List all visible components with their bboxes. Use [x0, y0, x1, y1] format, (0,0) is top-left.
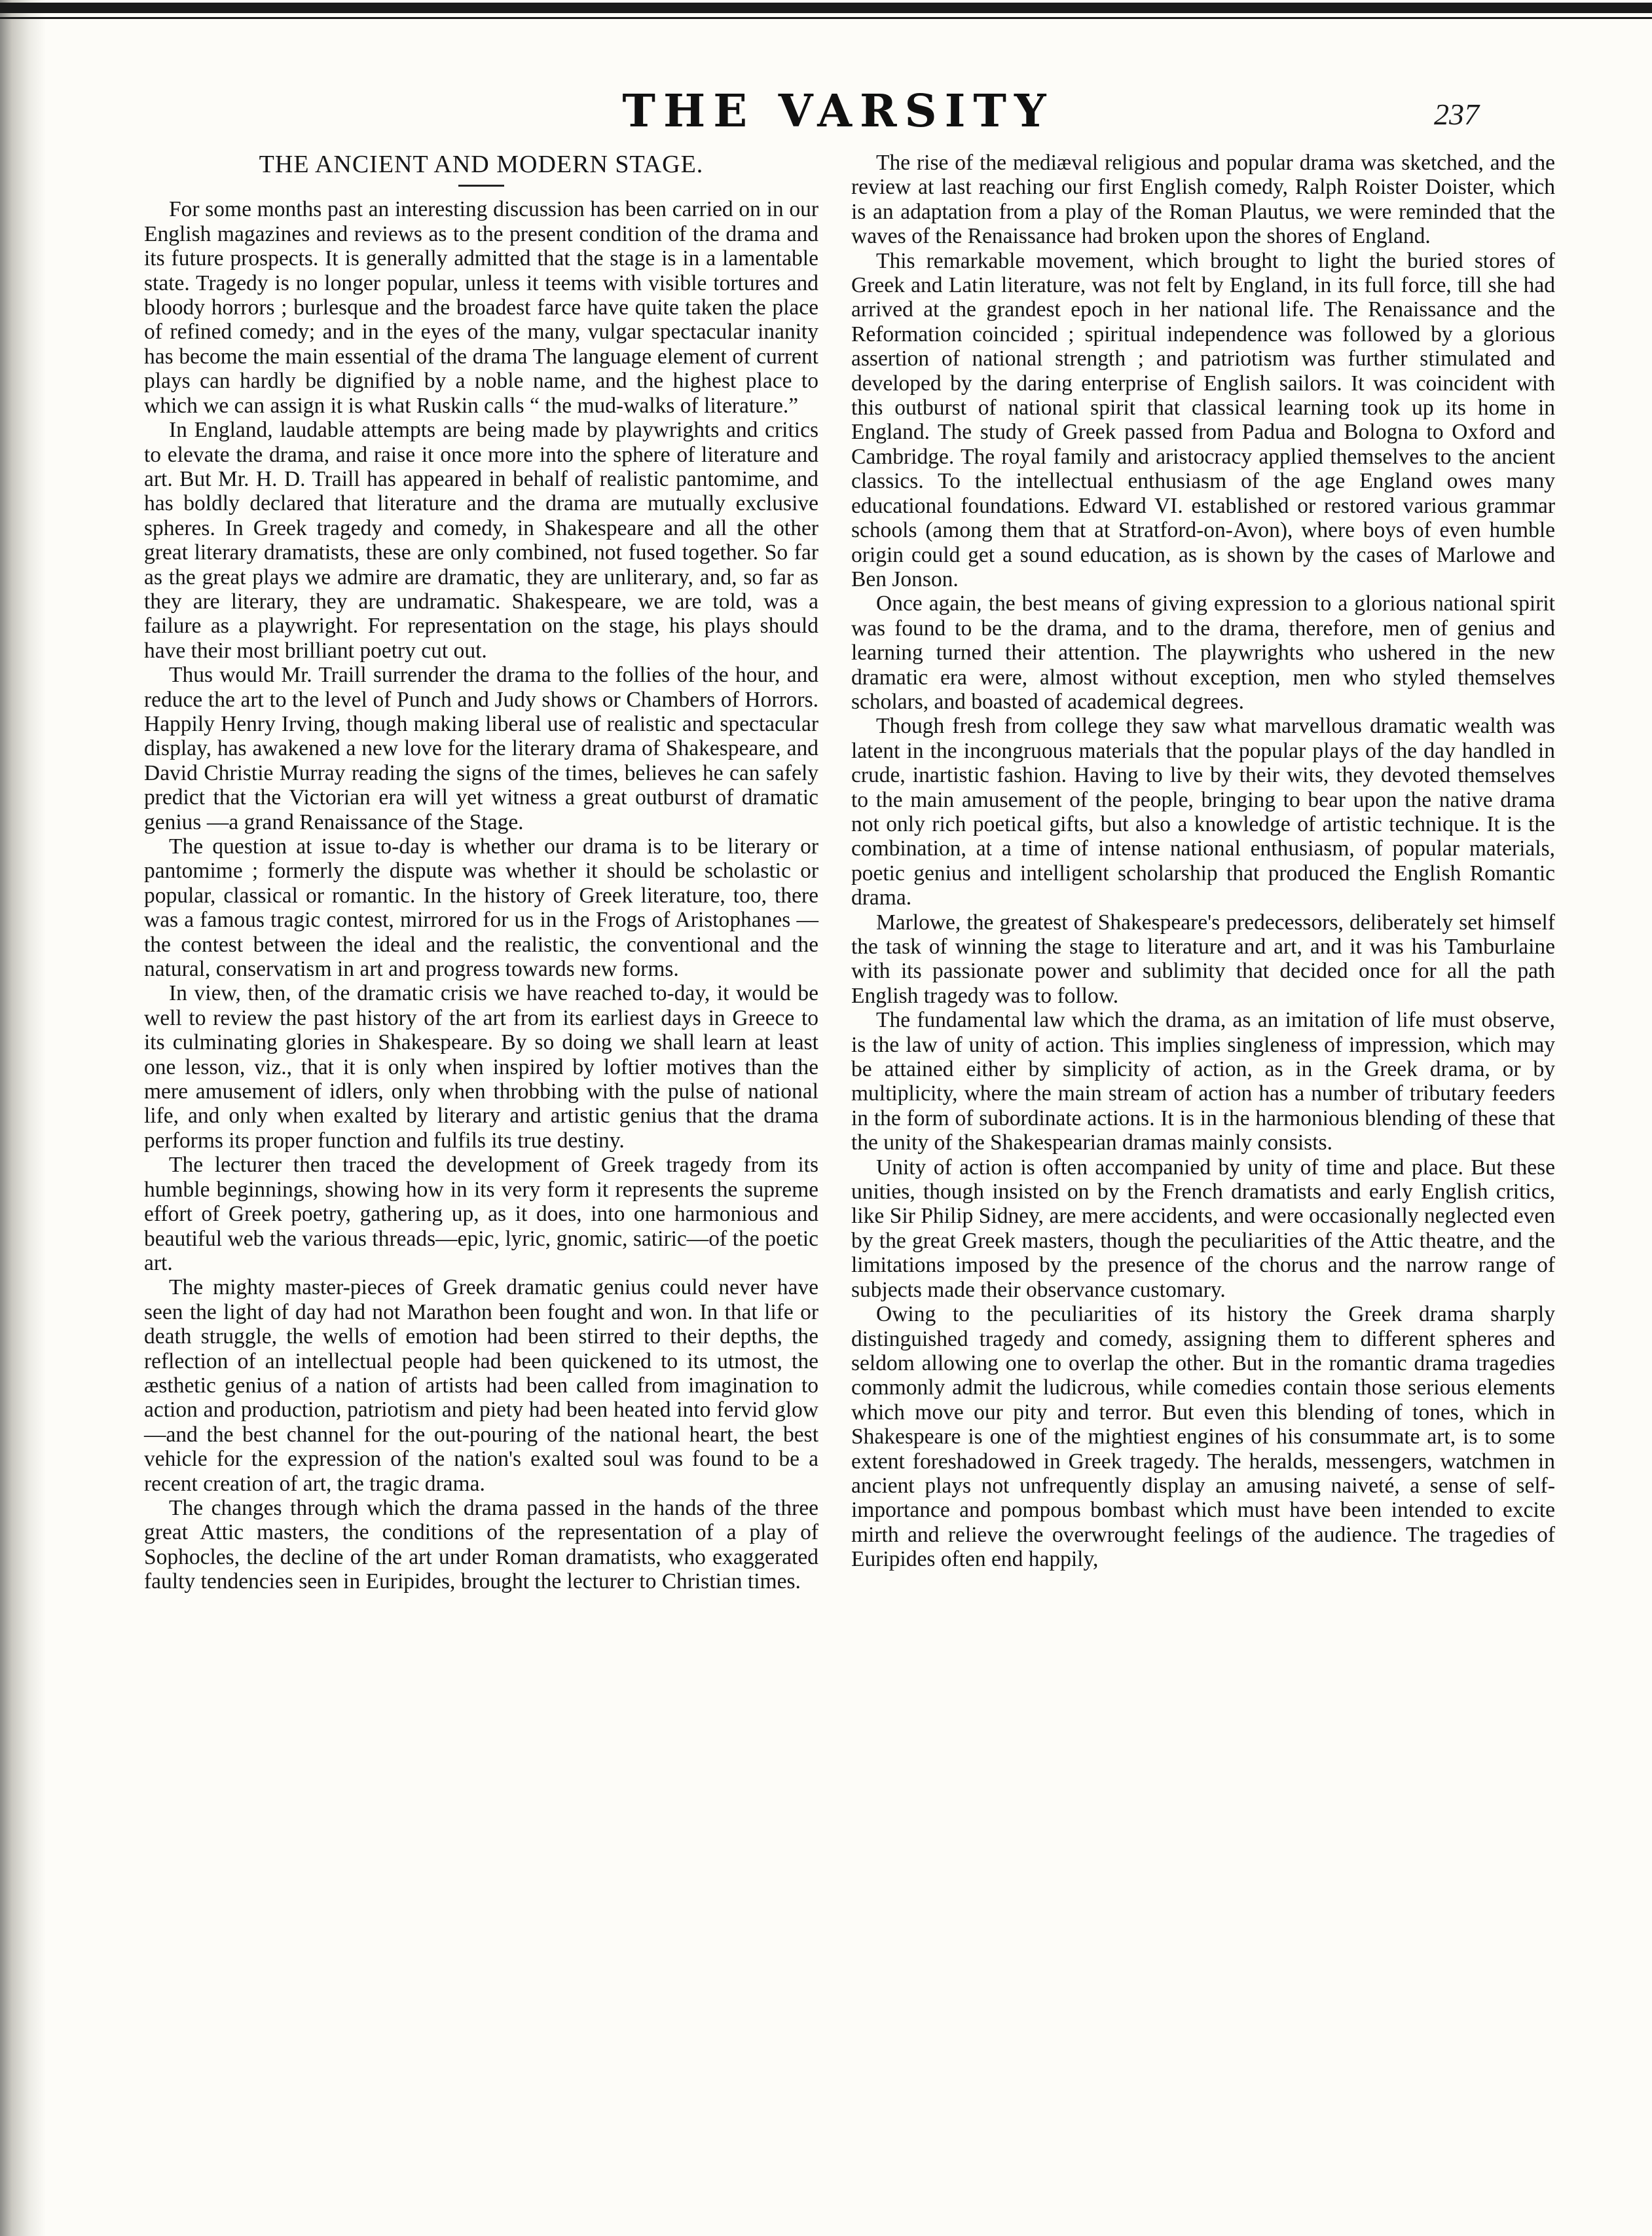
- paragraph: Though fresh from college they saw what marvellous dramatic wealth was latent in the incongruous materials that the popular plays of the day handled in crude, inartistic fashion. Having to live by their wits, they devoted themselves to the main amusement of the people, bringing to bear upon the native drama not only rich poetical gifts, but also a knowledge of artistic technique. It is the combination, at a time of intense national enthusiasm, of popular materials, poetic genius and intelligent scholarship that produced the English Romantic drama.: [851, 714, 1555, 910]
- paragraph: In view, then, of the dramatic crisis we have reached to-day, it would be well to review the past history of the art from its earliest days in Greece to its culminating glories in Shakespeare. By so doing we shall learn at least one lesson, viz., that it is only when inspired by loftier motives than the mere amusement of idlers, only when throbbing with the pulse of national life, and only when exalted by literary and artistic genius that the drama performs its proper function and fulfils its true destiny.: [144, 981, 818, 1153]
- left-column: [144, 151, 818, 1594]
- paragraph: Marlowe, the greatest of Shakespeare's predecessors, deliberately set himself the task of winning the stage to literature and art, and it was his Tamburlaine with its passionate power and sublimity that decided once for all the path English tragedy was to follow.: [851, 910, 1555, 1008]
- paragraph: The lecturer then traced the development of Greek tragedy from its humble beginnings, showing how in its very form it represents the supreme effort of Greek poetry, gathering up, as it does, into one harmonious and beautiful web the various threads—epic, lyric, gnomic, satiric—of the poetic art.: [144, 1153, 818, 1275]
- paragraph: The mighty master-pieces of Greek dramatic genius could never have seen the light of day had not Marathon been fought and won. In that life or death struggle, the wells of emotion had been stirred to their depths, the reflection of an intellectual people had been quickened to its utmost, the æsthetic genius of a nation of artists had been called from imagination to action and production, patriotism and piety had been heated into fervid glow—and the best channel for the out-pouring of the national heart, the best vehicle for the expression of the nation's exalted soul was found to be a recent creation of art, the tragic drama.: [144, 1275, 818, 1496]
- paragraph: Thus would Mr. Traill surrender the drama to the follies of the hour, and reduce the art to the level of Punch and Judy shows or Chambers of Horrors. Happily Henry Irving, though making liberal use of realistic and spectacular display, has awakened a new love for the literary drama of Shakespeare, and David Christie Murray reading the signs of the times, believes he can safely predict that the Victorian era will yet witness a great outburst of dramatic genius —a grand Renaissance of the Stage.: [144, 663, 818, 834]
- page-number: 237: [1434, 98, 1479, 131]
- paragraph: In England, laudable attempts are being made by playwrights and critics to elevate the drama, and raise it once more into the sphere of literature and art. But Mr. H. D. Traill has appeared in behalf of realistic pantomime, and has boldly declared that literature and the drama are mutually exclusive spheres. In Greek tragedy and comedy, in Shakespeare and all the other great literary dramatists, these are only combined, not fused together. So far as the great plays we admire are dramatic, they are unliterary, and, so far as they are literary, they are undramatic. Shakespeare, we are told, was a failure as a playwright. For representation on the stage, his plays should have their most brilliant poetry cut out.: [144, 418, 818, 663]
- paragraph: The rise of the mediæval religious and popular drama was sketched, and the review at last reaching our first English comedy, Ralph Roister Doister, which is an adaptation from a play of the Roman Plautus, we were reminded that the waves of the Renaissance had broken upon the shores of England.: [851, 151, 1555, 249]
- paragraph: Owing to the peculiarities of its history the Greek drama sharply distinguished tragedy and comedy, assigning them to different spheres and seldom allowing one to overlap the other. But in the romantic drama tragedies commonly admit the ludicrous, while comedies contain those serious elements which move our pity and terror. But even this blending of tones, which in Shakespeare is one of the mightiest engines of his consummate art, is to some extent foreshadowed in Greek tragedy. The heralds, messengers, watchmen in ancient plays not unfrequently display an amusing naiveté, a sense of self-importance and pompous bombast which must have been intended to excite mirth and relieve the overwrought feelings of the audience. The tragedies of Euripides often end happily,: [851, 1302, 1555, 1572]
- right-column: [851, 151, 1555, 1572]
- paragraph: Once again, the best means of giving expression to a glorious national spirit was found to be the drama, and to the drama, therefore, men of genius and learning turned their attention. The playwrights who ushered in the new dramatic era were, almost without exception, men who styled themselves scholars, and boasted of academical degrees.: [851, 591, 1555, 714]
- masthead: THE VARSITY: [622, 85, 1054, 138]
- page-binding-shadow: [0, 0, 46, 2236]
- paragraph: The fundamental law which the drama, as an imitation of life must observe, is the law of unity of action. This implies singleness of impression, which may be attained either by simplicity of action, as in the Greek drama, or by multiplicity, where the main stream of action has a number of tributary feeders in the form of subordinate actions. It is in the harmonious blending of these that the unity of the Shakespearian dramas mainly consists.: [851, 1008, 1555, 1155]
- article-title: THE ANCIENT AND MODERN STAGE.: [259, 151, 704, 178]
- paragraph: For some months past an interesting discussion has been carried on in our English magazines and reviews as to the present condition of the drama and its future prospects. It is generally admitted that the stage is in a lamentable state. Tragedy is no longer popular, unless it teems with visible tortures and bloody horrors ; burlesque and the broadest farce have quite taken the place of refined comedy; and in the eyes of the many, vulgar spectacular inanity has become the main essential of the drama The language element of current plays can hardly be dignified by a noble name, and the highest place to which we can assign it is what Ruskin calls “ the mud-walks of literature.”: [144, 197, 818, 418]
- title-divider: [458, 185, 504, 187]
- paragraph: Unity of action is often accompanied by unity of time and place. But these unities, though insisted on by the French dramatists and early English critics, like Sir Philip Sidney, are mere accidents, and were occasionally neglected even by the great Greek masters, though the peculiarities of the Attic theatre, and the limitations imposed by the presence of the chorus and the narrow range of subjects made their observance customary.: [851, 1155, 1555, 1302]
- top-border-thin-rule: [0, 17, 1652, 19]
- paragraph: The changes through which the drama passed in the hands of the three great Attic masters, the conditions of the representation of a play of Sophocles, the decline of the art under Roman dramatists, who exaggerated faulty tendencies seen in Euripides, brought the lecturer to Christian times.: [144, 1495, 818, 1594]
- paragraph: The question at issue to-day is whether our drama is to be literary or pantomime ; formerly the dispute was whether it should be scholastic or popular, classical or romantic. In the history of Greek literature, too, there was a famous tragic contest, mirrored for us in the Frogs of Aristophanes —the contest between the ideal and the realistic, the conventional and the natural, conservatism in art and progress towards new forms.: [144, 834, 818, 982]
- paragraph: This remarkable movement, which brought to light the buried stores of Greek and Latin literature, was not felt by England, in its full force, till she had arrived at the grandest epoch in her national life. The Renaissance and the Reformation coincided ; spiritual independence was followed by a glorious assertion of national strength ; and patriotism was further stimulated and developed by the daring enterprise of English sailors. It was coincident with this outburst of national spirit that classical learning took up its home in England. The study of Greek passed from Padua and Bologna to Oxford and Cambridge. The royal family and aristocracy applied themselves to the ancient classics. To the intellectual enthusiasm of the age England owes many educational foundations. Edward VI. established or restored various grammar schools (among them that at Stratford-on-Avon), where boys of even humble origin could get a sound education, as is shown by the cases of Marlowe and Ben Jonson.: [851, 248, 1555, 591]
- top-border-rule: [0, 3, 1652, 13]
